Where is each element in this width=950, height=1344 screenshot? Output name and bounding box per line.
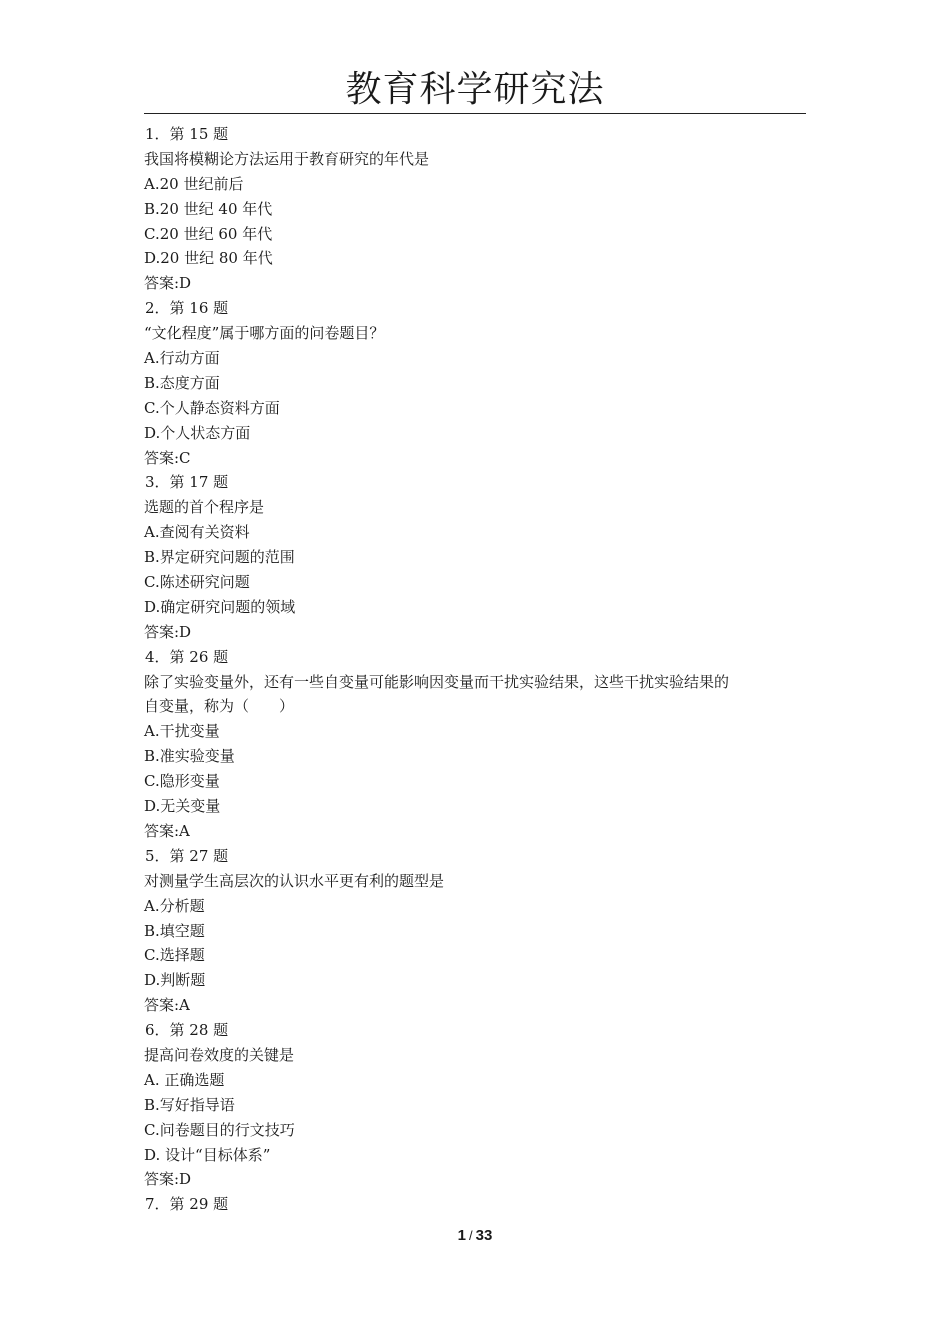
option-c: C.20 世纪 60 年代: [144, 224, 273, 243]
question-stem-line-1: 除了实验变量外，还有一些自变量可能影响因变量而干扰实验结果，这些干扰实验结果的: [144, 672, 730, 691]
option-c: C.陈述研究问题: [144, 573, 250, 592]
answer-line: 答案:D: [144, 1170, 192, 1189]
question-stem: “文化程度”属于哪方面的问卷题目？: [144, 324, 385, 343]
question-number: 7．第 29 题: [145, 1195, 229, 1214]
question-number: 5．第 27 题: [145, 846, 229, 865]
question-number: 3．第 17 题: [145, 473, 229, 492]
answer-line: 答案:D: [144, 622, 192, 641]
question-stem-line-2: 自变量，称为（ ）: [144, 697, 295, 716]
question-item: [144, 1018, 806, 1192]
option-c: C.问卷题目的行文技巧: [144, 1120, 295, 1139]
option-a: A.查阅有关资料: [144, 523, 250, 542]
option-a: A. 正确选题: [144, 1070, 225, 1089]
question-stem: 对测量学生高层次的认识水平更有利的题型是: [144, 871, 445, 890]
question-number: 6．第 28 题: [145, 1021, 229, 1040]
option-c: C.隐形变量: [144, 772, 220, 791]
option-b: B.准实验变量: [144, 747, 235, 766]
answer-line: 答案:D: [144, 274, 192, 293]
document-title: 教育科学研究法: [345, 69, 605, 110]
answer-line: 答案:A: [144, 996, 190, 1015]
option-b: B.界定研究问题的范围: [144, 548, 295, 567]
question-stem: 选题的首个程序是: [144, 498, 265, 517]
question-number: 2．第 16 题: [145, 299, 229, 318]
option-d: D.确定研究问题的领域: [144, 597, 296, 616]
option-a: A.分析题: [144, 896, 205, 915]
option-b: B.态度方面: [144, 373, 220, 392]
option-b: B.20 世纪 40 年代: [144, 199, 273, 218]
question-list: [144, 122, 806, 1217]
option-a: A.行动方面: [144, 349, 220, 368]
page-separator: /: [469, 1228, 473, 1243]
option-c: C.选择题: [144, 946, 205, 965]
question-number: 4．第 26 题: [145, 647, 229, 666]
option-a: A.20 世纪前后: [144, 174, 244, 193]
option-d: D.个人状态方面: [144, 423, 251, 442]
question-item: [144, 1192, 806, 1217]
question-stem: 提高问卷效度的关键是: [144, 1045, 295, 1064]
answer-line: 答案:C: [144, 448, 191, 467]
title-underline: [144, 113, 806, 114]
question-item: [144, 844, 806, 1018]
option-d: D.无关变量: [144, 797, 221, 816]
question-item: [144, 122, 806, 296]
question-stem: 我国将模糊论方法运用于教育研究的年代是: [144, 149, 430, 168]
option-b: B.写好指导语: [144, 1095, 235, 1114]
option-a: A.干扰变量: [144, 722, 220, 741]
question-number: 1．第 15 题: [145, 125, 229, 143]
option-d: D.判断题: [144, 971, 206, 990]
option-b: B.填空题: [144, 921, 205, 940]
question-item: [144, 470, 806, 644]
option-c: C.个人静态资料方面: [144, 398, 280, 417]
current-page-number: 1: [457, 1227, 467, 1244]
option-d: D. 设计“目标体系”: [144, 1145, 271, 1164]
option-d: D.20 世纪 80 年代: [144, 249, 273, 268]
question-item: [144, 645, 806, 844]
page-footer: [0, 1226, 950, 1246]
question-item: [144, 296, 806, 470]
total-page-count: 33: [475, 1227, 493, 1244]
answer-line: 答案:A: [144, 821, 190, 840]
